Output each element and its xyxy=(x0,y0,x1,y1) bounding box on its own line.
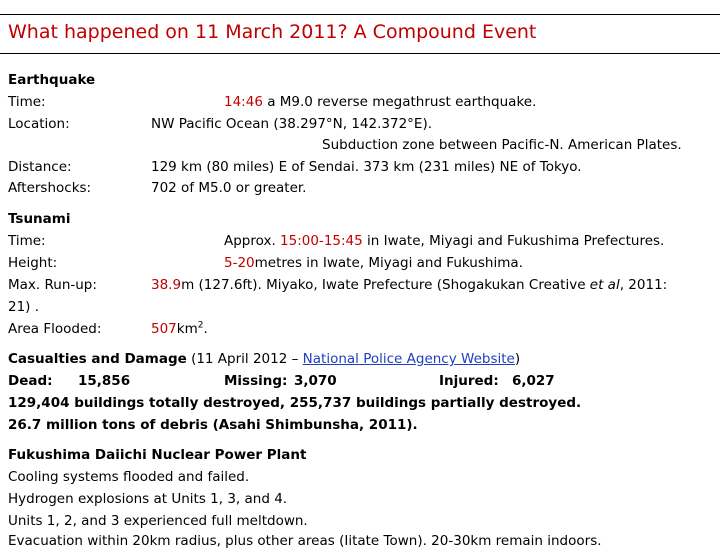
earthquake-location-text2: Subduction zone between Pacific-N. American Plates. xyxy=(322,137,682,153)
casualties-date-prefix: (11 April 2012 – xyxy=(186,351,303,367)
tsunami-heading: Tsunami xyxy=(8,211,71,227)
earthquake-location-text: NW Pacific Ocean (38.297°N, 142.372°E). xyxy=(151,116,433,132)
tsunami-runup-text xyxy=(151,274,667,296)
tsunami-height-text xyxy=(224,252,523,274)
earthquake-time-value: 14:46 xyxy=(224,94,263,110)
tsunami-flooded-label: Area Flooded: xyxy=(8,321,102,337)
buildings-text: 129,404 buildings totally destroyed, 255,737 buildings partially destroyed. xyxy=(8,395,582,411)
nuclear-line-3: Units 1, 2, and 3 experienced full meltdown. xyxy=(8,513,308,529)
tsunami-flooded-text xyxy=(151,318,208,340)
missing-label: Missing: xyxy=(224,373,288,389)
tsunami-flooded-value: 507 xyxy=(151,321,177,337)
tsunami-time-prefix: Approx. xyxy=(224,233,281,249)
tsunami-flooded-sup: 2 xyxy=(197,320,204,331)
tsunami-runup-label-cont: 21) . xyxy=(8,299,40,315)
earthquake-time-text xyxy=(224,91,536,113)
nuclear-line-4: Evacuation within 20km radius, plus other areas (Iitate Town). 20-30km remain indoors. xyxy=(8,533,602,549)
top-rule xyxy=(0,14,720,15)
tsunami-time-value: 15:00-15:45 xyxy=(280,233,363,249)
nuclear-heading: Fukushima Daiichi Nuclear Power Plant xyxy=(8,447,307,463)
earthquake-time-label: Time: xyxy=(8,94,46,110)
tsunami-runup-etal: et al xyxy=(589,277,620,293)
earthquake-distance-text: 129 km (80 miles) E of Sendai. 373 km (231 miles) NE of Tokyo. xyxy=(151,159,582,175)
tsunami-runup-suffix-a: m (127.6ft). Miyako, Iwate Prefecture (Shogakukan Creative xyxy=(181,277,590,293)
tsunami-height-suffix: metres in Iwate, Miyagi and Fukushima. xyxy=(254,255,523,271)
page-title: What happened on 11 March 2011? A Compound Event xyxy=(8,21,537,43)
debris-text: 26.7 million tons of debris (Asahi Shimbunsha, 2011). xyxy=(8,417,418,433)
earthquake-heading: Earthquake xyxy=(8,72,96,88)
casualties-heading: Casualties and Damage xyxy=(8,351,187,367)
casualties-heading-line xyxy=(8,348,520,370)
earthquake-time-desc: a M9.0 reverse megathrust earthquake. xyxy=(262,94,537,110)
earthquake-aftershocks-label: Aftershocks: xyxy=(8,180,92,196)
tsunami-flooded-end: . xyxy=(203,321,208,337)
tsunami-height-value: 5-20 xyxy=(224,255,255,271)
injured-label: Injured: xyxy=(439,373,499,389)
earthquake-location-label: Location: xyxy=(8,116,70,132)
tsunami-time-label: Time: xyxy=(8,233,46,249)
injured-value: 6,027 xyxy=(512,373,555,389)
tsunami-time-suffix: in Iwate, Miyagi and Fukushima Prefectures. xyxy=(362,233,665,249)
npa-website-link[interactable]: National Police Agency Website xyxy=(302,351,515,367)
title-rule xyxy=(0,53,720,54)
earthquake-distance-label: Distance: xyxy=(8,159,72,175)
tsunami-flooded-unit: km xyxy=(176,321,198,337)
tsunami-height-label: Height: xyxy=(8,255,58,271)
casualties-date-suffix: ) xyxy=(514,351,521,367)
tsunami-runup-suffix-b: , 2011: xyxy=(619,277,668,293)
tsunami-time-text xyxy=(224,230,664,252)
dead-value: 15,856 xyxy=(78,373,131,389)
tsunami-runup-label: Max. Run-up: xyxy=(8,277,97,293)
nuclear-line-1: Cooling systems flooded and failed. xyxy=(8,469,250,485)
dead-label: Dead: xyxy=(8,373,53,389)
missing-value: 3,070 xyxy=(294,373,337,389)
earthquake-aftershocks-text: 702 of M5.0 or greater. xyxy=(151,180,307,196)
nuclear-line-2: Hydrogen explosions at Units 1, 3, and 4. xyxy=(8,491,288,507)
tsunami-runup-value: 38.9 xyxy=(151,277,182,293)
